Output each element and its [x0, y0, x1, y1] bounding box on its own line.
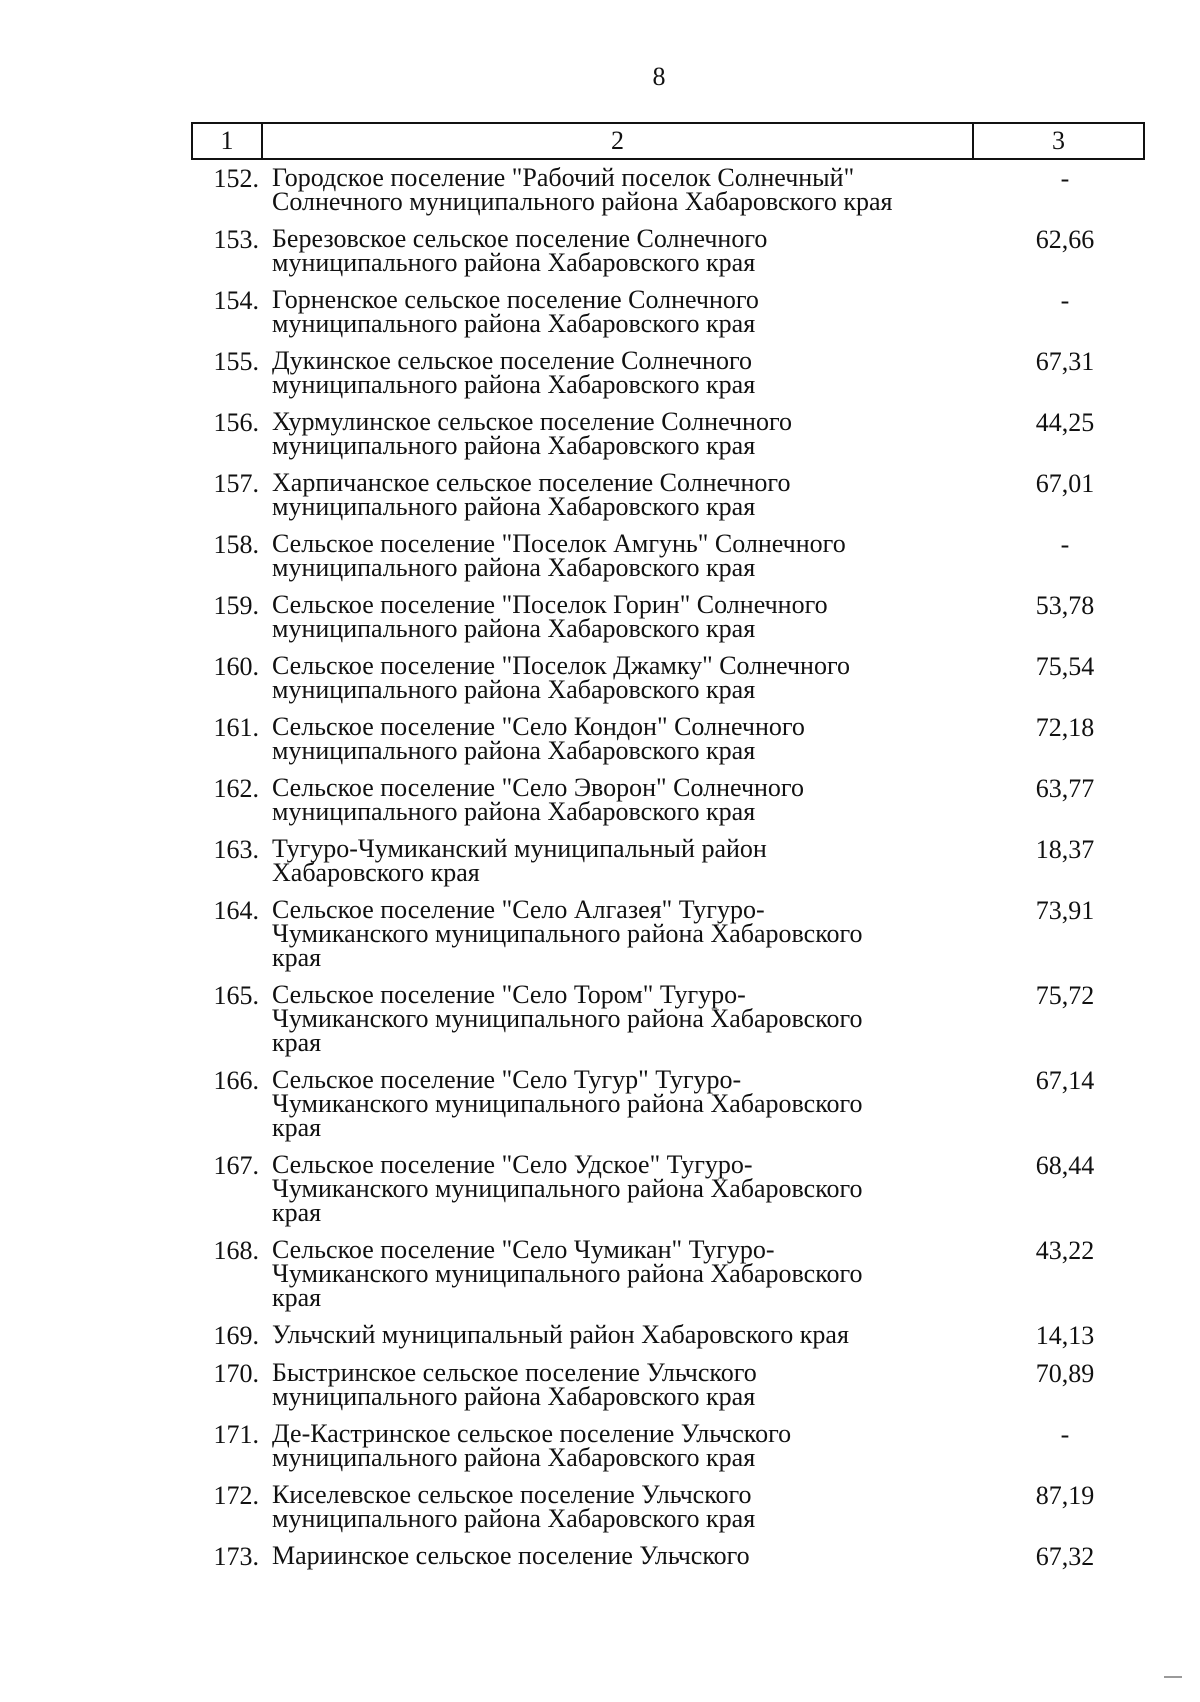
table-row [191, 224, 1145, 277]
row-value: 63,77 [1035, 774, 1095, 803]
settlement-name: Киселевское сельское поселение Ульчского муниципального района Хабаровского края [272, 1480, 756, 1533]
row-value: 67,32 [1035, 1542, 1095, 1571]
row-value: 70,89 [1035, 1359, 1095, 1388]
row-number: 173. [213, 1542, 259, 1571]
settlement-name: Быстринское сельское поселение Ульчского муниципального района Хабаровского края [272, 1358, 757, 1411]
row-value: 62,66 [1035, 225, 1095, 254]
settlement-name: Де-Кастринское сельское поселение Ульчского муниципального района Хабаровского края [272, 1419, 792, 1472]
table-row [191, 346, 1145, 399]
table-row [191, 651, 1145, 704]
row-value: - [1060, 1420, 1070, 1449]
row-number: 163. [213, 835, 259, 864]
settlement-name: Хурмулинское сельское поселение Солнечного муниципального района Хабаровского края [272, 407, 792, 460]
settlement-name: Сельское поселение "Поселок Амгунь" Солнечного муниципального района Хабаровского края [272, 529, 846, 582]
row-number: 164. [213, 896, 259, 925]
row-number: 156. [213, 408, 259, 437]
row-number: 169. [213, 1321, 259, 1350]
row-value: 67,14 [1035, 1066, 1095, 1095]
row-value: 53,78 [1035, 591, 1095, 620]
table-row [191, 1358, 1145, 1411]
row-value: 14,13 [1035, 1321, 1095, 1350]
settlement-name: Сельское поселение "Село Чумикан" Тугуро- Чумиканского муниципального района Хабаровского края [272, 1235, 863, 1312]
row-number: 152. [213, 164, 259, 193]
table-row [191, 468, 1145, 521]
column-header-3: 3 [1052, 126, 1065, 155]
table-row [191, 895, 1145, 972]
settlement-name: Сельское поселение "Село Удское" Тугуро- Чумиканского муниципального района Хабаровского края [272, 1150, 863, 1227]
row-number: 154. [213, 286, 259, 315]
row-number: 165. [213, 981, 259, 1010]
row-number: 166. [213, 1066, 259, 1095]
table-row [191, 1150, 1145, 1227]
table-row [191, 712, 1145, 765]
table-row [191, 285, 1145, 338]
settlement-name: Мариинское сельское поселение Ульчского [272, 1541, 750, 1570]
settlement-name: Сельское поселение "Поселок Джамку" Солнечного муниципального района Хабаровского края [272, 651, 850, 704]
row-number: 153. [213, 225, 259, 254]
settlement-name: Дукинское сельское поселение Солнечного муниципального района Хабаровского края [272, 346, 756, 399]
row-number: 170. [213, 1359, 259, 1388]
row-value: - [1060, 530, 1070, 559]
column-header-2: 2 [263, 124, 974, 158]
table-row [191, 1065, 1145, 1142]
row-value: 67,31 [1035, 347, 1095, 376]
row-number: 168. [213, 1236, 259, 1265]
row-value: 44,25 [1035, 408, 1095, 437]
settlement-name: Горненское сельское поселение Солнечного муниципального района Хабаровского края [272, 285, 759, 338]
table-row [191, 529, 1145, 582]
settlement-name: Сельское поселение "Поселок Горин" Солнечного муниципального района Хабаровского края [272, 590, 828, 643]
settlement-name: Ульчский муниципальный район Хабаровского края [272, 1320, 849, 1349]
settlement-name: Березовское сельское поселение Солнечного муниципального района Хабаровского края [272, 224, 768, 277]
table-row [191, 590, 1145, 643]
settlement-name: Тугуро-Чумиканский муниципальный район Хабаровского края [272, 834, 767, 887]
row-number: 171. [213, 1420, 259, 1449]
scan-edge-mark [1164, 1676, 1182, 1678]
column-header-1: 1 [193, 124, 263, 158]
row-value: - [1060, 286, 1070, 315]
table-row [191, 1480, 1145, 1533]
row-number: 157. [213, 469, 259, 498]
row-value: 73,91 [1035, 896, 1095, 925]
table-row [191, 163, 1145, 216]
table-row [191, 1419, 1145, 1472]
row-value: 87,19 [1035, 1481, 1095, 1510]
page-number: 8 [652, 62, 666, 91]
table-row [191, 1320, 1145, 1350]
row-number: 172. [213, 1481, 259, 1510]
settlement-name: Сельское поселение "Село Эворон" Солнечного муниципального района Хабаровского края [272, 773, 804, 826]
table-row [191, 1541, 1145, 1571]
row-value: 72,18 [1035, 713, 1095, 742]
row-value: 43,22 [1035, 1236, 1095, 1265]
row-number: 158. [213, 530, 259, 559]
row-value: 68,44 [1035, 1151, 1095, 1180]
table-row [191, 834, 1145, 887]
row-value: 75,72 [1035, 981, 1095, 1010]
settlement-name: Сельское поселение "Село Алгазея" Тугуро- Чумиканского муниципального района Хабаровского края [272, 895, 863, 972]
row-value: 67,01 [1035, 469, 1095, 498]
table-row [191, 1235, 1145, 1312]
table-body [191, 163, 1145, 1582]
row-number: 160. [213, 652, 259, 681]
settlement-name: Сельское поселение "Село Тугур" Тугуро- Чумиканского муниципального района Хабаровского края [272, 1065, 863, 1142]
settlement-name: Сельское поселение "Село Тором" Тугуро- Чумиканского муниципального района Хабаровского края [272, 980, 863, 1057]
row-value: 75,54 [1035, 652, 1095, 681]
table-row [191, 407, 1145, 460]
table-row [191, 980, 1145, 1057]
row-number: 155. [213, 347, 259, 376]
row-number: 159. [213, 591, 259, 620]
row-value: - [1060, 164, 1070, 193]
row-value: 18,37 [1035, 835, 1095, 864]
table-header [191, 122, 1145, 160]
settlement-name: Харпичанское сельское поселение Солнечного муниципального района Хабаровского края [272, 468, 791, 521]
table-row [191, 773, 1145, 826]
settlement-name: Сельское поселение "Село Кондон" Солнечного муниципального района Хабаровского края [272, 712, 805, 765]
row-number: 162. [213, 774, 259, 803]
row-number: 167. [213, 1151, 259, 1180]
row-number: 161. [213, 713, 259, 742]
settlement-name: Городское поселение "Рабочий поселок Солнечный" Солнечного муниципального района Хабаровского края [272, 163, 893, 216]
